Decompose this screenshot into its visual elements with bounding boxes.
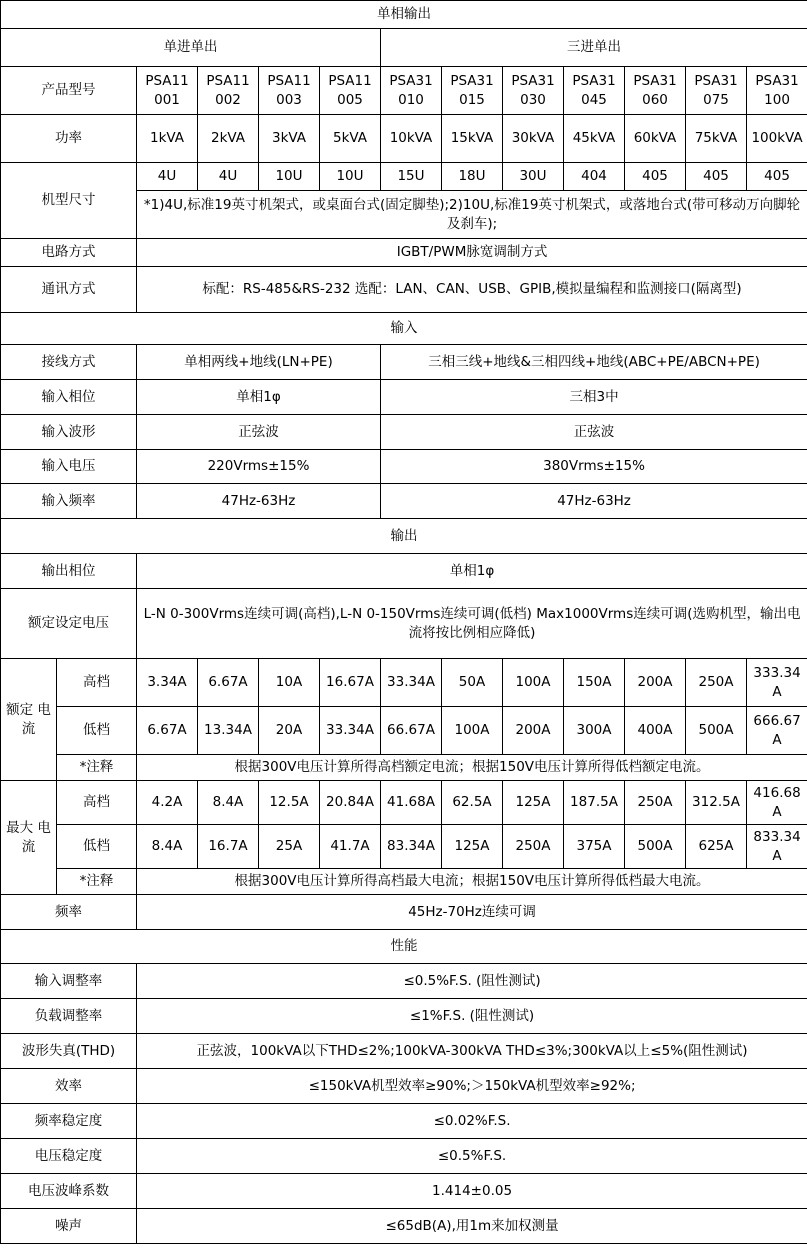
frequency-value: 45Hz-70Hz连续可调 xyxy=(137,895,807,930)
current-cell: 250A xyxy=(686,659,747,707)
in-wave-row xyxy=(1,415,807,450)
current-cell: 6.67A xyxy=(198,659,259,707)
current-cell: 41.7A xyxy=(320,825,381,869)
row-label: 效率 xyxy=(1,1069,137,1104)
current-cell: 333.34A xyxy=(747,659,807,707)
section-perf-row xyxy=(1,930,807,964)
current-cell: 66.67A xyxy=(381,707,442,755)
perf-row xyxy=(1,1069,807,1104)
row-label: 频率 xyxy=(1,895,137,930)
current-cell: 10A xyxy=(259,659,320,707)
current-cell: 250A xyxy=(625,781,686,825)
wiring-row xyxy=(1,345,807,380)
power-cell: 15kVA xyxy=(442,115,503,163)
circuit-row xyxy=(1,239,807,267)
current-cell: 125A xyxy=(442,825,503,869)
size-row xyxy=(1,163,807,191)
group-label: 额定 电流 xyxy=(1,659,57,781)
row-label: 噪声 xyxy=(1,1209,137,1244)
title-row xyxy=(1,1,807,29)
current-cell: 83.34A xyxy=(381,825,442,869)
three-value: 380Vrms±15% xyxy=(381,450,807,484)
model-cell: PSA31 060 xyxy=(625,67,686,115)
max-low-row xyxy=(1,825,807,869)
sub-label: 低档 xyxy=(57,825,137,869)
current-cell: 625A xyxy=(686,825,747,869)
model-cell: PSA11 005 xyxy=(320,67,381,115)
current-cell: 13.34A xyxy=(198,707,259,755)
row-label: 通讯方式 xyxy=(1,267,137,313)
current-cell: 400A xyxy=(625,707,686,755)
rated-low-row xyxy=(1,707,807,755)
row-label: 频率稳定度 xyxy=(1,1104,137,1139)
current-cell: 250A xyxy=(503,825,564,869)
row-label: 电路方式 xyxy=(1,239,137,267)
perf-row xyxy=(1,1209,807,1244)
sub-label: 低档 xyxy=(57,707,137,755)
frequency-row xyxy=(1,895,807,930)
perf-row xyxy=(1,964,807,999)
row-label: 输出相位 xyxy=(1,554,137,589)
perf-row xyxy=(1,1104,807,1139)
perf-value: ≤0.02%F.S. xyxy=(137,1104,807,1139)
single-value: 单相1φ xyxy=(137,380,381,415)
comm-value: 标配：RS-485&RS-232 选配：LAN、CAN、USB、GPIB,模拟量编程和监测接口(隔离型) xyxy=(137,267,807,313)
out-phase-value: 单相1φ xyxy=(137,554,807,589)
rated-volt-value: L-N 0-300Vrms连续可调(高档),L-N 0-150Vrms连续可调(低档) Max1000Vrms连续可调(选购机型，输出电流将按比例相应降低) xyxy=(137,589,807,659)
current-cell: 100A xyxy=(442,707,503,755)
size-cell: 4U xyxy=(137,163,198,191)
note-text: 根据300V电压计算所得高档额定电流；根据150V电压计算所得低档额定电流。 xyxy=(137,755,807,781)
row-label: 电压稳定度 xyxy=(1,1139,137,1174)
size-cell: 405 xyxy=(747,163,807,191)
current-cell: 12.5A xyxy=(259,781,320,825)
in-freq-row xyxy=(1,484,807,519)
row-label: 波形失真(THD) xyxy=(1,1034,137,1069)
power-cell: 75kVA xyxy=(686,115,747,163)
perf-row xyxy=(1,999,807,1034)
row-label: 输入相位 xyxy=(1,380,137,415)
current-cell: 200A xyxy=(503,707,564,755)
in-volt-row xyxy=(1,450,807,484)
current-cell: 187.5A xyxy=(564,781,625,825)
power-cell: 60kVA xyxy=(625,115,686,163)
model-cell: PSA11 002 xyxy=(198,67,259,115)
group-three-in: 三进单出 xyxy=(381,29,807,67)
current-cell: 6.67A xyxy=(137,707,198,755)
current-cell: 312.5A xyxy=(686,781,747,825)
model-cell: PSA11 001 xyxy=(137,67,198,115)
group-single-in: 单进单出 xyxy=(1,29,381,67)
in-phase-row xyxy=(1,380,807,415)
current-cell: 4.2A xyxy=(137,781,198,825)
perf-value: ≤150kVA机型效率≥90%;＞150kVA机型效率≥92%; xyxy=(137,1069,807,1104)
current-cell: 100A xyxy=(503,659,564,707)
perf-row xyxy=(1,1139,807,1174)
model-cell: PSA31 100 xyxy=(747,67,807,115)
power-cell: 1kVA xyxy=(137,115,198,163)
circuit-value: IGBT/PWM脉宽调制方式 xyxy=(137,239,807,267)
row-label: 接线方式 xyxy=(1,345,137,380)
perf-value: ≤0.5%F.S. xyxy=(137,1139,807,1174)
current-cell: 20A xyxy=(259,707,320,755)
rated-high-row xyxy=(1,659,807,707)
size-cell: 10U xyxy=(259,163,320,191)
current-cell: 500A xyxy=(625,825,686,869)
row-label: 输入调整率 xyxy=(1,964,137,999)
power-cell: 45kVA xyxy=(564,115,625,163)
power-cell: 2kVA xyxy=(198,115,259,163)
perf-value: ≤0.5%F.S. (阻性测试) xyxy=(137,964,807,999)
section-input-row xyxy=(1,313,807,345)
single-value: 正弦波 xyxy=(137,415,381,450)
current-cell: 300A xyxy=(564,707,625,755)
current-cell: 16.67A xyxy=(320,659,381,707)
size-cell: 4U xyxy=(198,163,259,191)
row-label: 负载调整率 xyxy=(1,999,137,1034)
out-phase-row xyxy=(1,554,807,589)
current-cell: 3.34A xyxy=(137,659,198,707)
size-cell: 30U xyxy=(503,163,564,191)
single-value: 220Vrms±15% xyxy=(137,450,381,484)
row-label: 机型尺寸 xyxy=(1,163,137,239)
section-output-row xyxy=(1,519,807,554)
current-cell: 833.34A xyxy=(747,825,807,869)
power-cell: 3kVA xyxy=(259,115,320,163)
model-cell: PSA31 015 xyxy=(442,67,503,115)
current-cell: 8.4A xyxy=(198,781,259,825)
current-cell: 62.5A xyxy=(442,781,503,825)
size-cell: 405 xyxy=(686,163,747,191)
model-cell: PSA31 030 xyxy=(503,67,564,115)
note-text: 根据300V电压计算所得高档最大电流；根据150V电压计算所得低档最大电流。 xyxy=(137,869,807,895)
power-cell: 100kVA xyxy=(747,115,807,163)
sub-label: *注释 xyxy=(57,755,137,781)
size-cell: 15U xyxy=(381,163,442,191)
row-label: 额定设定电压 xyxy=(1,589,137,659)
three-value: 正弦波 xyxy=(381,415,807,450)
power-cell: 5kVA xyxy=(320,115,381,163)
row-label: 功率 xyxy=(1,115,137,163)
model-cell: PSA31 075 xyxy=(686,67,747,115)
size-cell: 405 xyxy=(625,163,686,191)
rated-volt-row xyxy=(1,589,807,659)
three-value: 47Hz-63Hz xyxy=(381,484,807,519)
power-row xyxy=(1,115,807,163)
power-cell: 10kVA xyxy=(381,115,442,163)
current-cell: 41.68A xyxy=(381,781,442,825)
sub-label: *注释 xyxy=(57,869,137,895)
power-cell: 30kVA xyxy=(503,115,564,163)
perf-value: ≤1%F.S. (阻性测试) xyxy=(137,999,807,1034)
current-cell: 200A xyxy=(625,659,686,707)
current-cell: 375A xyxy=(564,825,625,869)
size-cell: 18U xyxy=(442,163,503,191)
current-cell: 8.4A xyxy=(137,825,198,869)
group-label: 最大 电流 xyxy=(1,781,57,895)
current-cell: 50A xyxy=(442,659,503,707)
current-cell: 20.84A xyxy=(320,781,381,825)
size-cell: 10U xyxy=(320,163,381,191)
row-label: 电压波峰系数 xyxy=(1,1174,137,1209)
perf-value: 正弦波，100kVA以下THD≤2%;100kVA-300kVA THD≤3%;300kVA以上≤5%(阻性测试) xyxy=(137,1034,807,1069)
single-value: 单相两线+地线(LN+PE) xyxy=(137,345,381,380)
table-title: 单相输出 xyxy=(1,1,807,29)
row-label: 输入电压 xyxy=(1,450,137,484)
row-label: 产品型号 xyxy=(1,67,137,115)
current-cell: 25A xyxy=(259,825,320,869)
current-cell: 16.7A xyxy=(198,825,259,869)
max-high-row xyxy=(1,781,807,825)
single-value: 47Hz-63Hz xyxy=(137,484,381,519)
sub-label: 高档 xyxy=(57,781,137,825)
row-label: 输入波形 xyxy=(1,415,137,450)
current-cell: 33.34A xyxy=(320,707,381,755)
three-value: 三相3中 xyxy=(381,380,807,415)
model-row xyxy=(1,67,807,115)
model-cell: PSA11 003 xyxy=(259,67,320,115)
sub-label: 高档 xyxy=(57,659,137,707)
three-value: 三相三线+地线&三相四线+地线(ABC+PE/ABCN+PE) xyxy=(381,345,807,380)
current-cell: 33.34A xyxy=(381,659,442,707)
section-heading: 输出 xyxy=(1,519,807,554)
current-cell: 416.68A xyxy=(747,781,807,825)
max-note-row xyxy=(1,869,807,895)
perf-row xyxy=(1,1034,807,1069)
size-note: *1)4U,标准19英寸机架式，或桌面台式(固定脚垫);2)10U,标准19英寸机架式，或落地台式(带可移动万向脚轮及刹车); xyxy=(137,191,807,239)
perf-row xyxy=(1,1174,807,1209)
comm-row xyxy=(1,267,807,313)
group-row xyxy=(1,29,807,67)
row-label: 输入频率 xyxy=(1,484,137,519)
model-cell: PSA31 010 xyxy=(381,67,442,115)
current-cell: 125A xyxy=(503,781,564,825)
rated-note-row xyxy=(1,755,807,781)
section-heading: 输入 xyxy=(1,313,807,345)
perf-value: ≤65dB(A),用1m来加权测量 xyxy=(137,1209,807,1244)
section-heading: 性能 xyxy=(1,930,807,964)
current-cell: 666.67A xyxy=(747,707,807,755)
current-cell: 150A xyxy=(564,659,625,707)
model-cell: PSA31 045 xyxy=(564,67,625,115)
size-cell: 404 xyxy=(564,163,625,191)
perf-value: 1.414±0.05 xyxy=(137,1174,807,1209)
current-cell: 500A xyxy=(686,707,747,755)
